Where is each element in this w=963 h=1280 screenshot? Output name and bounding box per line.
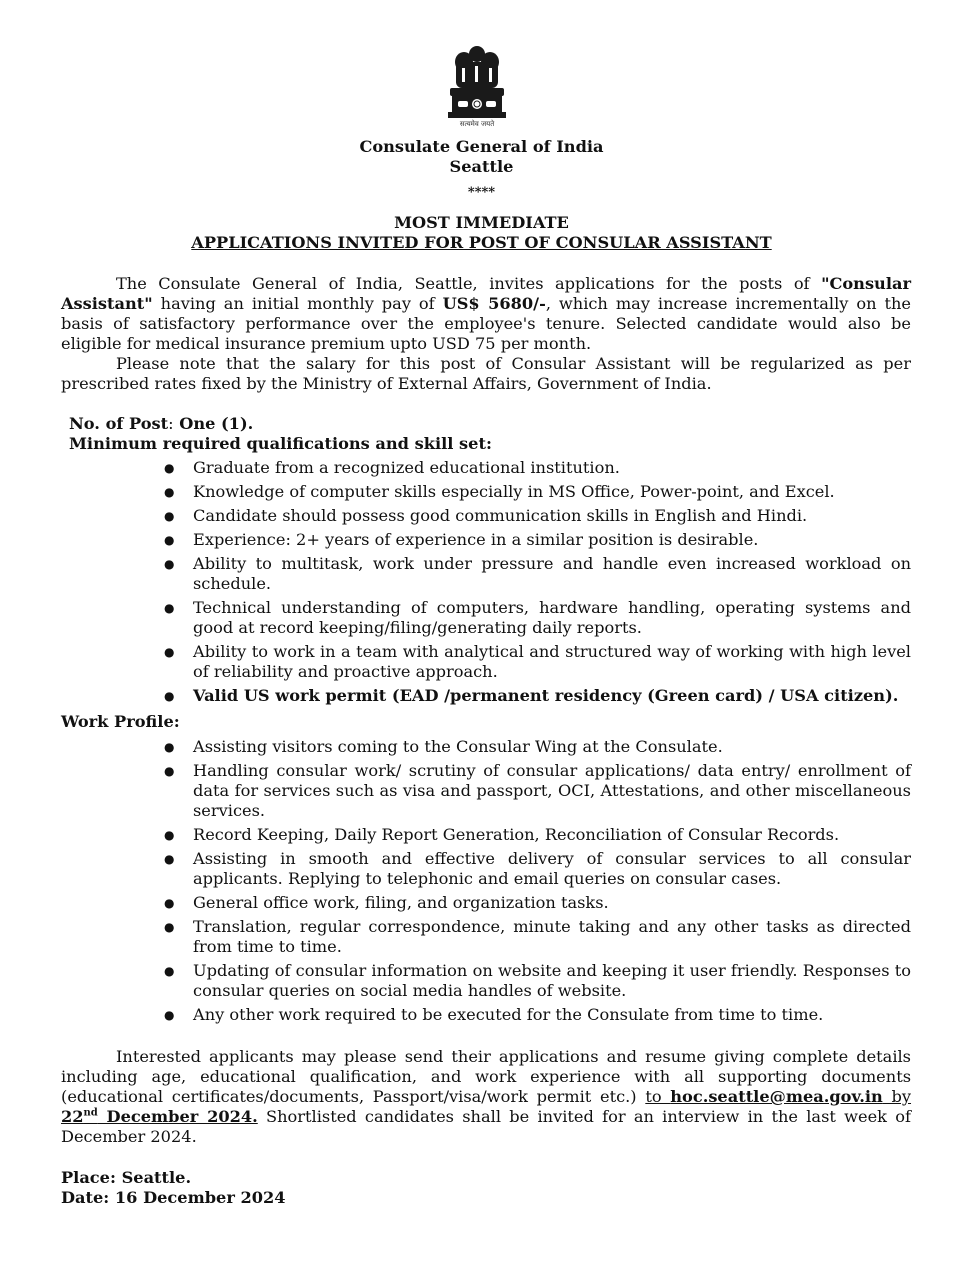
list-item: ● Assisting visitors coming to the Consular Wing at the Consulate. xyxy=(193,737,911,757)
intro-text: The Consulate General of India, Seattle, invites applications for the posts of xyxy=(116,274,822,293)
intro-text: having an initial monthly pay of xyxy=(152,294,443,313)
posts-value: One (1). xyxy=(173,414,254,433)
list-item: ● Graduate from a recognized educational institution. xyxy=(193,458,911,478)
list-item: ● Knowledge of computer skills especially in MS Office, Power-point, and Excel. xyxy=(193,482,911,502)
list-item: ● Technical understanding of computers, hardware handling, operating systems and good at record keeping/filing/generating daily reports. xyxy=(193,598,911,638)
list-item: ● Updating of consular information on website and keeping it user friendly. Responses to consular queries on social media handles of website. xyxy=(193,961,911,1001)
posts-colon: : xyxy=(168,414,174,433)
post-name: "Consular Assistant" xyxy=(61,274,911,313)
office-name: Consulate General of India xyxy=(359,137,604,156)
salary-note: Please note that the salary for this post of Consular Assistant will be regularized as per prescribed rates fixed by the Ministry of External Affairs, Government of India. xyxy=(61,354,911,393)
date-suffix: nd xyxy=(83,1107,98,1119)
closing-paragraph xyxy=(61,1047,911,1147)
intro-paragraph xyxy=(61,274,911,354)
intro-section xyxy=(61,274,911,394)
email-link[interactable]: hoc.seattle@mea.gov.in xyxy=(670,1087,883,1106)
work-profile-heading: Work Profile: xyxy=(61,712,180,731)
to-text: to xyxy=(645,1087,671,1106)
closing-section xyxy=(61,1047,911,1147)
list-item: ● Ability to work in a team with analytical and structured way of working with high level of reliability and proactive approach. xyxy=(193,642,911,682)
list-item: ● Candidate should possess good communication skills in English and Hindi. xyxy=(193,506,911,526)
date-number: 22 xyxy=(61,1107,84,1126)
pay-amount: US$ 5680/- xyxy=(442,294,546,313)
date-line: Date: 16 December 2024 xyxy=(61,1188,286,1207)
deadline-clause xyxy=(645,1087,911,1106)
intro-text: , which may increase incrementally on the basis of satisfactory performance over the employee's tenure. Selected candidate would also be eligible for medical insurance premium upto USD 75 per month. xyxy=(61,294,911,353)
office-city: Seattle xyxy=(449,157,514,176)
closing-text: Shortlisted candidates shall be invited for an interview in the last week of December 2024. xyxy=(61,1107,911,1146)
list-item: ● Handling consular work/ scrutiny of consular applications/ data entry/ enrollment of data for services such as visa and passport, OCI, Attestations, and other miscellaneous services. xyxy=(193,761,911,821)
qualifications-list xyxy=(61,458,911,710)
closing-text: Interested applicants may please send their applications and resume giving complete details including age, educational qualification, and work experience with all supporting documents (educational certificates/documents, Passport/visa/work permit etc.) xyxy=(61,1047,911,1106)
list-item: ● Any other work required to be executed for the Consulate from time to time. xyxy=(193,1005,911,1025)
deadline-date xyxy=(61,1107,258,1126)
work-profile-list xyxy=(61,737,911,1029)
list-item: ● General office work, filing, and organization tasks. xyxy=(193,893,911,913)
list-item: ● Experience: 2+ years of experience in a similar position is desirable. xyxy=(193,530,911,550)
place-line: Place: Seattle. xyxy=(61,1168,192,1187)
list-item: ● Record Keeping, Daily Report Generation, Reconciliation of Consular Records. xyxy=(193,825,911,845)
notice-title: APPLICATIONS INVITED FOR POST OF CONSULAR ASSISTANT xyxy=(191,233,772,252)
list-item: ● Valid US work permit (EAD /permanent residency (Green card) / USA citizen). xyxy=(193,686,911,706)
qualifications-heading: Minimum required qualifications and skill set: xyxy=(69,434,492,453)
list-item: ● Assisting in smooth and effective delivery of consular services to all consular applicants. Replying to telephonic and email queries on consular cases. xyxy=(193,849,911,889)
list-item: ● Translation, regular correspondence, minute taking and any other tasks as directed from time to time. xyxy=(193,917,911,957)
emblem-motto: सत्यमेव जयते xyxy=(459,120,495,128)
by-text: by xyxy=(882,1087,912,1106)
posts-line xyxy=(69,414,911,434)
posts-label: No. of Post xyxy=(69,414,169,433)
priority-label: MOST IMMEDIATE xyxy=(394,213,569,232)
date-rest: December 2024. xyxy=(97,1107,258,1126)
separator: **** xyxy=(467,185,496,200)
list-item: ● Ability to multitask, work under pressure and handle even increased workload on schedule. xyxy=(193,554,911,594)
